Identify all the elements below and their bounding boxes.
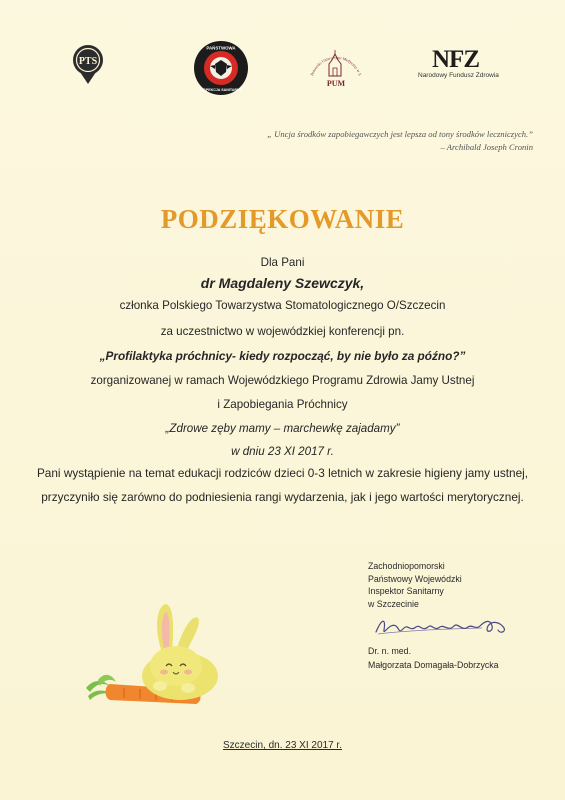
quote-author: – Archibald Joseph Cronin [440,142,533,152]
program-text-line1: zorganizowanej w ramach Wojewódzkiego Programu Zdrowia Jamy Ustnej [90,374,475,387]
salutation: Dla Pani [260,256,305,269]
conference-topic: „Profilaktyka próchnicy- kiedy rozpocząć, by nie było za późno?” [99,349,466,363]
event-date: w dniu 23 XI 2017 r. [231,445,334,458]
pts-logo-text: PTS [78,56,98,67]
nfz-logo-letters: NFZ [432,46,479,73]
inspector-line: Inspektor Sanitarny [368,586,444,596]
recipient-membership: członka Polskiego Towarzystwa Stomatologicznego O/Szczecin [119,299,446,312]
pis-top-text: PAŃSTWOWA [206,45,236,51]
pum-text: PUM [326,79,346,88]
bunny-carrot-illustration [84,600,224,712]
campaign-name: „Zdrowe zęby mamy – marchewkę zajadamy” [165,422,400,435]
appreciation-line2: przyczyniło się zarówno do podniesienia rangi wydarzenia, jak i jego wartości merytorycznej. [41,490,524,504]
signer-title: Dr. n. med. [368,646,412,656]
inspector-block [368,560,462,610]
inspector-line: Państwowy Wojewódzki [368,573,462,584]
quote-block [267,128,533,154]
pum-university-logo [305,38,367,88]
appreciation-line1: Pani wystąpienie na temat edukacji rodziców dzieci 0-3 letnich w zakresie higieny jamy ustnej, [36,466,529,480]
program-text-line2: i Zapobiegania Próchnicy [217,398,348,411]
nfz-logo-name: Narodowy Fundusz Zdrowia [418,72,499,79]
signer-block [368,645,499,672]
pis-bottom-text: INSPEKCJA SANITARNA [199,88,243,92]
certificate-title: PODZIĘKOWANIE [160,204,405,234]
signer-name: Małgorzata Domagała-Dobrzycka [368,659,499,670]
handwritten-signature [372,612,514,642]
inspector-line: w Szczecinie [368,598,419,609]
participation-text: za uczestnictwo w wojewódzkiej konferencji pn. [160,325,405,338]
sanitary-inspection-logo [193,40,249,96]
quote-text: „ Uncja środków zapobiegawczych jest lepsza od tony środków leczniczych.” [267,129,533,139]
nfz-logo [414,46,510,82]
recipient-name: dr Magdaleny Szewczyk, [200,275,365,291]
inspector-line: Zachodniopomorski [368,561,445,571]
pts-logo [66,42,110,86]
pum-arc-text: Pomorski Uniwersytet Medyczny w S [309,54,363,77]
place-and-date: Szczecin, dn. 23 XI 2017 r. [223,740,342,751]
